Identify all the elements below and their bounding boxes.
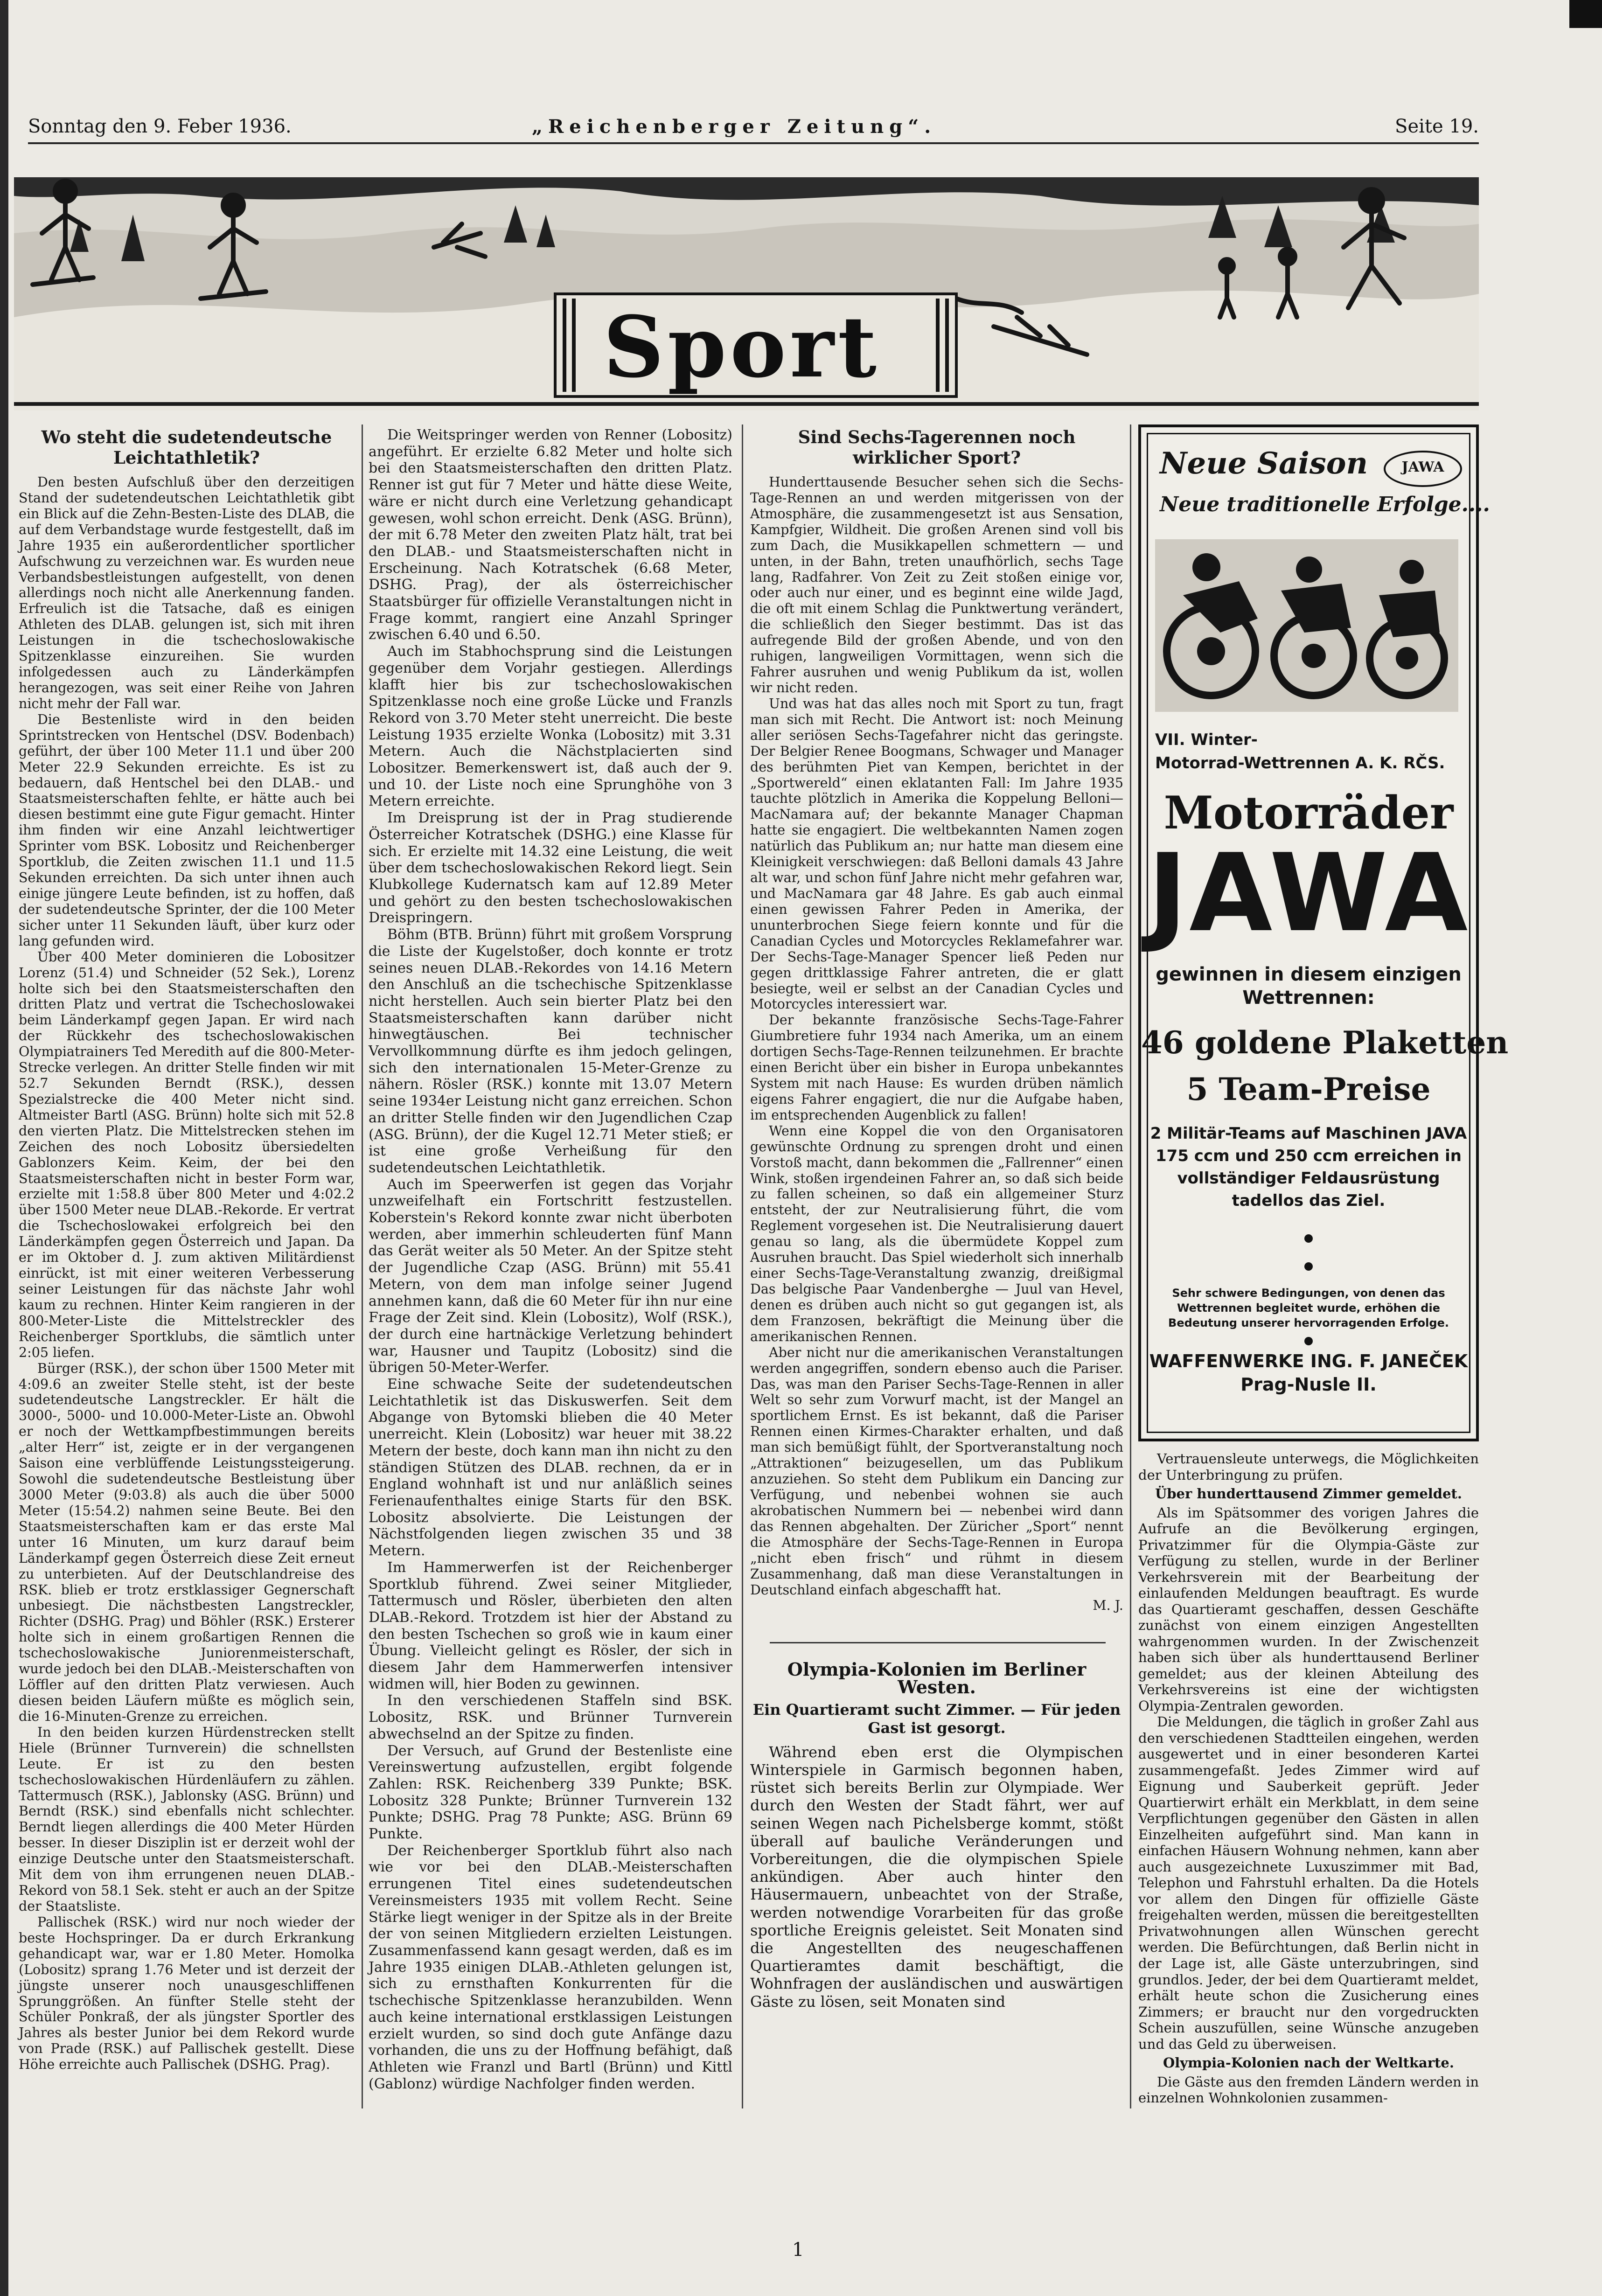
article-paragraph: Als im Spätsommer des vorigen Jahres die Aufrufe an die Bevölkerung ergingen, Privatzimmer für die Olympia-Gäste zur Verfügung zu stellen, wurde in der Berliner Verkehrsverein mit der Bearbeitung der einlaufenden Meldungen beauftragt. Es wurde das Quartieramt geschaffen, dessen Geschäfte zunächst von einem einzigen Angestellten wahrgenommen wurden. In der Zwischenzeit haben sich über als hunderttausend Berliner gemeldet; aus der kleinen Abteilung des Verkehrsvereins ist eine der wichtigsten Olympia-Zentralen geworden. [1138, 1504, 1479, 1714]
article-deck: Ein Quartieramt sucht Zimmer. — Für jeden Gast ist gesorgt. [752, 1701, 1121, 1737]
article-paragraph: Hunderttausende Besucher sehen sich die Sechs-Tage-Rennen an und werden mitgerissen von der Atmosphäre, die zusammengesetzt ist aus Sensation, Kampfgier, Wildheit. Die großen Arenen sind voll bis zum Dach, die Musikkapellen schmettern — und unten, in der Bahn, treten unaufhörlich, sechs Tage lang, Radfahrer. Von Zeit zu Zeit stoßen einige vor, oder auch nur einer, und es beginnt eine wilde Jagd, die oft mit einem Schlag die Punktwertung verändert, die schließlich den Sieger bestimmt. Das ist das aufregende Bild der großen Abende, und von den ruhigen, langweiligen Vormittagen, wenn sich die Fahrer ausruhen und wenig Publikum da ist, wollen wir nicht reden. [750, 474, 1123, 696]
article-paragraph: Im Dreisprung ist der in Prag studierende Österreicher Kotratschek (DSHG.) eine Klasse für sich. Er erzielte mit 14.32 eine Leistung, die weit über dem tschechoslowakischen Rekord liegt. Sein Klubkollege Kudernatsch kam auf 12.89 Meter und gehört zu den besten tschechoslowakischen Dreispringern. [369, 810, 732, 926]
article-headline: Sind Sechs-Tagerennen noch wirklicher Sport? [798, 427, 1076, 468]
article-headline: Wo steht die sudetendeutsche Leichtathletik? [41, 427, 332, 468]
article-olympia-continued [1138, 1451, 1479, 2106]
article-paragraph: Die Bestenliste wird in den beiden Sprintstrecken von Hentschel (DSV. Bodenbach) geführt, der über 100 Meter 11.1 und über 200 Meter 22.9 Sekunden erreichte. Es ist zu bedauern, daß Hentschel bei den DLAB.- und Staatsmeisterschaften fehlte, er hätte auch bei diesen bestimmt eine gute Figur gemacht. Hinter ihm finden wir eine Anzahl leichtwertiger Sprinter vom BSK. Lobositz und Reichenberger Sportklub, die Zeiten zwischen 11.1 und 11.5 Sekunden erreichten. Da sich unter ihnen auch einige jüngere Leute befinden, ist zu hoffen, daß der sudetendeutsche Sprinter, der die 100 Meter sicher unter 11 Sekunden läuft, über kurz oder lang gefunden wird. [19, 711, 355, 949]
article-paragraph: Auch im Speerwerfen ist gegen das Vorjahr unzweifelhaft ein Fortschritt festzustellen. Koberstein's Rekord konnte zwar nicht überboten werden, aber immerhin schleuderten fünf Mann das Gerät weiter als 50 Meter. An der Spitze steht der Jugendliche Czap (ASG. Brünn) mit 55.41 Metern, von dem man infolge seiner Jugend annehmen kann, daß die 60 Meter für ihn nur eine Frage der Zeit sind. Klein (Lobositz), Wolf (RSK.), der durch eine hartnäckige Verletzung behindert war, Hausner und Taupitz (Lobositz) sind die übrigen 50-Meter-Werfer. [369, 1176, 732, 1376]
article-paragraph: Die Gäste aus den fremden Ländern werden in einzelnen Wohnkolonien zusammen- [1138, 2073, 1479, 2106]
ad-gewinnen-line2: Wettrennen: [1242, 987, 1375, 1009]
footer-mark: 1 [792, 2239, 804, 2261]
article-paragraph: In den verschiedenen Staffeln sind BSK. Lobositz, RSK. und Brünner Turnverein abwechselnd an der Spitze zu finden. [369, 1692, 732, 1742]
article-leichtathletik-part2 [369, 427, 732, 2092]
article-paragraph: Pallischek (RSK.) wird nur noch wieder der beste Hochspringer. Da er durch Erkrankung gehandicapt war, war er 1.80 Meter. Homolka (Lobositz) sprang 1.76 Meter und ist derzeit der jüngste unserer noch unausgeschliffenen Sprunggrößen. An fünfter Stelle steht der Schüler Ponkraß, der als jüngster Sportler des Jahres als bester Junior bei dem Rekord wurde von Prade (RSK.) auf Pallischek gestellt. Diese Höhe erreichte auch Pallischek (DSHG. Prag). [19, 1914, 355, 2073]
ad-neue-saison: Neue Saison [1160, 446, 1368, 481]
header-rule [28, 142, 1479, 144]
article-paragraph: Die Meldungen, die täglich in großer Zahl aus den verschiedenen Stadtteilen eingehen, werden ausgewertet und in einer besonderen Kartei zusammengefaßt. Jedes Zimmer wird auf Eignung und Sauberkeit geprüft. Jeder Quartierwirt erhält ein Merkblatt, in dem seine Verpflichtungen gegenüber den Gästen in allen Einzelheiten aufgeführt sind. Man kann in einfachen Häusern Wohnung nehmen, kann aber auch ausgezeichnete Luxuszimmer mit Bad, Telephon und Fahrstuhl erhalten. Da die Hotels vor allem den Dingen für offizielle Gäste freigehalten werden, müssen die bereitgestellten Privatwohnungen allen Wünschen gerecht werden. Die Befürchtungen, daß Berlin nicht in der Lage ist, alle Gäste unterzubringen, sind grundlos. Jeder, der bei dem Quartieramt meldet, erhält heute schon die Zusicherung eines Zimmers; er braucht nur den vorgedruckten Schein auszufüllen, seine Wünsche anzugeben und das Geld zu überweisen. [1138, 1714, 1479, 2052]
article-paragraph: Vertrauensleute unterwegs, die Möglichkeiten der Unterbringung zu prüfen. [1138, 1451, 1479, 1483]
column-rule [1130, 424, 1131, 2108]
scan-corner [1569, 0, 1602, 28]
article-paragraph: Den besten Aufschluß über den derzeitigen Stand der sudetendeutschen Leichtathletik gibt ein Blick auf die Zehn-Besten-Liste des DLAB, die auf dem Verbandstage wurde festgestellt, daß im Jahre 1935 ein außerordentlicher sportlicher Aufschwung zu verzeichnen war. Es wurden neue Verbandsbestleistungen aufgestellt, von denen allerdings noch nicht alle Anerkennung fanden. Erfreulich ist die Tatsache, daß es einigen Athleten des DLAB. gelungen ist, sich mit ihren Leistungen in die tschechoslowakische Spitzenklasse einzureihen. Sie wurden infolgedessen auch zu Länderkämpfen herangezogen, was seit einer Reihe von Jahren nicht mehr der Fall war. [19, 474, 355, 711]
article-paragraph: Über 400 Meter dominieren die Lobositzer Lorenz (51.4) und Schneider (52 Sek.), Lorenz holte sich bei den Staatsmeisterschaften den dritten Platz und vertrat die Tschechoslowakei beim Länderkampf gegen Japan. Er wird nach der Rückkehr des tschechoslowakischen Olympiatrainers Ted Meredith auf die 800-Meter-Strecke verlegen. An dritter Stelle finden wir mit 52.7 Sekunden Berndt (RSK.), dessen Spezialstrecke die 400 Meter nicht sind. Altmeister Bartl (ASG. Brünn) holte sich mit 52.8 den vierten Platz. Die Mittelstrecken stehen im Zeichen des noch Lobositz übersiedelten Gablonzers Keim. Keim, der bei den Staatsmeisterschaften nicht in bester Form war, erzielte mit 1:58.8 über 800 Meter und 4:02.2 über 1500 Meter neue DLAB.-Rekorde. Er vertrat die Tschechoslowakei erfolgreich bei den Länderkämpfen gegen Österreich und Japan. Da er im Oktober d. J. zum aktiven Militärdienst einrückt, ist mit einer weiteren Verbesserung seiner Leistungen für das nächste Jahr wohl kaum zu rechnen. Hinter Keim rangieren in der 800-Meter-Liste die Mittelstreckler des Reichenberger Sportklubs, die sämtlich unter 2:05 liefen. [19, 949, 355, 1360]
running-head [28, 111, 1479, 144]
ad-company-address: Prag-Nusle II. [1240, 1374, 1377, 1395]
ad-jawa-wordmark: JAWA [1147, 831, 1470, 956]
ad-event-line2: Motorrad-Wettrennen A. K. RČS. [1155, 754, 1445, 772]
article-paragraph: Bürger (RSK.), der schon über 1500 Meter mit 4:09.6 an zweiter Stelle steht, ist der beste sudetendeutsche Langstreckler. Er hält die 3000-, 5000- und 10.000-Meter-Liste an. Obwohl er noch der Wettkampfbestimmungen bereits „alter Herr“ ist, zeigte er in der vergangenen Saison eine verblüffende Leistungssteigerung. Sowohl die sudetendeutsche Bestleistung über 3000 Meter (9:03.8) als auch die über 5000 Meter (15:54.2) nahmen seine Beute. Bei den Staatsmeisterschaften kam er das erste Mal unter 16 Minuten, um kurz darauf beim Länderkampf gegen Österreich diese Zeit erneut zu unterbieten. Auf der Deutschlandreise des RSK. blieb er trotz erstklassiger Gegnerschaft unbesiegt. Die nächstbesten Langstreckler, Richter (DSHG. Prag) und Böhler (RSK.) Ersterer holte sich in einem großartigen Rennen die tschechoslowakische Juniorenmeisterschaft, wurde jedoch bei den DLAB.-Meisterschaften von Löffler auf den dritten Platz verwiesen. Auch diesen beiden Läufern müßte es möglich sein, die 16-Minuten-Grenze zu erreichen. [19, 1360, 355, 1724]
article-paragraph: Böhm (BTB. Brünn) führt mit großem Vorsprung die Liste der Kugelstoßer, doch konnte er trotz seines neuen DLAB.-Rekordes von 14.16 Metern den Anschluß an die tschechische Spitzenklasse nicht herstellen. Auch sein bierter Platz bei den Staatsmeisterschaften kann darüber nicht hinwegtäuschen. Bei technischer Vervollkommnung dürfte es ihm jedoch gelingen, sich den internationalen 15-Meter-Grenze zu nähern. Rösler (RSK.) konnte mit 13.07 Metern seine 1934er Leistung nicht ganz erreichen. Schon an dritter Stelle finden wir den Jugendlichen Czap (ASG. Brünn), der die Kugel 12.71 Meter stieß; er ist eine große Verheißung für den sudetendeutschen Leichtathletik. [369, 926, 732, 1176]
page-number: Seite 19. [1395, 116, 1479, 137]
article-paragraph: Der Versuch, auf Grund der Bestenliste eine Vereinswertung aufzustellen, ergibt folgende Zahlen: RSK. Reichenberg 339 Punkte; BSK. Lobositz 328 Punkte; Brünner Turnverein 132 Punkte; DSHG. Prag 78 Punkte; ASG. Brünn 69 Punkte. [369, 1742, 732, 1843]
article-paragraph: In den beiden kurzen Hürdenstrecken stellt Hiele (Brünner Turnverein) die schnellsten Leute. Er ist zu den besten tschechoslowakischen Hürdenläufern zu zählen. Tattermusch (RSK.), Jablonsky (ASG. Brünn) und Berndt (RSK.) sind ebenfalls nicht schlechter. Berndt liegen allerdings die 400 Meter Hürden besser. In dieser Disziplin ist er derzeit wohl der einzige Deutsche unter den Staatsmeisterschaft. Mit dem von ihm errungenen neuen DLAB.-Rekord von 58.1 Sek. steht er auch an der Spitze der Staatsliste. [19, 1724, 355, 1914]
article-separator [770, 1642, 1106, 1643]
article-signature: M. J. [1093, 1598, 1123, 1614]
article-paragraph: Der Reichenberger Sportklub führt also nach wie vor bei den DLAB.-Meisterschaften errungenen Titel eines sudetendeutschen Vereinsmeisters 1935 mit vollem Recht. Seine Stärke liegt weniger in der Spitze als in der Breite der von seinen Mitgliedern erzielten Leistungen. Zusammenfassend kann gesagt werden, daß es im Jahre 1935 einigen DLAB.-Athleten gelungen ist, sich zu ernsthaften Konkurrenten für die tschechische Spitzenklasse heranzubilden. Wenn auch keine international erstklassigen Leistungen erzielt wurden, so sind doch gute Anfänge dazu vorhanden, die uns zu der Hoffnung befähigt, daß Athleten wie Franzl und Bartl (Brünn) und Kittl (Gablonz) würdige Nachfolger finden werden. [369, 1842, 732, 2092]
article-paragraph: Wenn eine Koppel die von den Organisatoren gewünschte Ordnung zu sprengen droht und einen Vorstoß macht, dann bekommen die „Fallrenner“ einen Wink, stoßen irgendeinen Fahrer an, so daß sich beide zu fallen scheinen, so daß ein allgemeiner Sturz entsteht, der zur Neutralisierung führt, die vom Reglement vorgesehen ist. Die Neutralisierung dauert genau so lang, als die übermüdete Koppel zum Ausruhen braucht. Das Spiel wiederholt sich innerhalb einer Sechs-Tage-Veranstaltung zwanzig, dreißigmal Das belgische Paar Vandenberghe — Juul van Hevel, denen es drüben auch nicht so gut gegangen ist, als dem Franzosen, bekräftigt die Meinung über die amerikanischen Rennen. [750, 1123, 1123, 1344]
bullet-dot-icon [1304, 1234, 1313, 1243]
ad-body-text: 2 Militär-Teams auf Maschinen JAVA 175 ccm und 250 ccm erreichen in vollständiger Feldausrüstung tadellos das Ziel. [1150, 1124, 1467, 1210]
bullet-dot-icon [1304, 1262, 1313, 1271]
article-paragraph: Eine schwache Seite der sudetendeutschen Leichtathletik ist das Diskuswerfen. Seit dem Abgange von Bytomski blieben die 40 Meter unerreicht. Klein (Lobositz) war heuer mit 38.22 Metern der beste, doch kann man ihn nicht zu den ständigen Stützen des DLAB. rechnen, da er in England wohnhaft ist und nur anläßlich seines Ferienaufenthaltes einige Starts für den BSK. Lobositz absolvierte. Die Leistungen der Nächstfolgenden liegen zwischen 35 und 38 Metern. [369, 1376, 732, 1559]
article-olympia-kolonien [750, 1661, 1123, 2011]
ad-motorraeder: Motorräder [1163, 786, 1454, 839]
issue-date: Sonntag den 9. Feber 1936. [28, 116, 292, 137]
ad-event-line1: VII. Winter- [1155, 731, 1258, 749]
article-leichtathletik-part1 [19, 427, 355, 2073]
article-subheading: Olympia-Kolonien nach der Weltkarte. [1163, 2055, 1454, 2071]
ad-plaketten: 46 goldene Plaketten [1141, 1024, 1509, 1061]
ad-company: WAFFENWERKE ING. F. JANEČEK [1149, 1351, 1468, 1371]
scan-edge [0, 0, 8, 2296]
article-paragraph: Die Weitspringer werden von Renner (Lobositz) angeführt. Er erzielte 6.82 Meter und holte sich bei den Staatsmeisterschaften den dritten Platz. Renner ist gut für 7 Meter und hätte diese Weite, wäre er nicht durch eine Verletzung gehandicapt gewesen, wohl schon erreicht. Denk (ASG. Brünn), der mit 6.78 Meter den zweiten Platz hält, trat bei den DLAB.- und Staatsmeisterschaften nicht in Erscheinung. Nach Kotratschek (6.68 Meter, DSHG. Prag), der als österreichischer Staatsbürger für offizielle Veranstaltungen nicht in Frage kommt, rangiert eine Anzahl Springer zwischen 6.40 und 6.50. [369, 427, 732, 643]
section-title: Sport [603, 298, 880, 397]
article-paragraph: Und was hat das alles noch mit Sport zu tun, fragt man sich mit Recht. Die Antwort ist: noch Meinung aller seriösen Sechs-Tagefahrer nicht das geringste. Der Belgier Renee Boogmans, Schwager und Manager des berühmten Piet van Kempen, berichtet in der „Sportwereld“ einen eklatanten Fall: Im Jahre 1935 tauchte plötzlich in Amerika die Koppelung Belloni—MacNamara auf; der bekannte Manager Chapman hatte sie engagiert. Die weltbekannten Namen zogen natürlich das Publikum an; nur hatte man diesem eine Kleinigkeit verschwiegen: daß Belloni damals 43 Jahre alt war, und schon fünf Jahre nicht mehr gefahren war, und MacNamara gar 48 Jahre. Es gab auch einmal einen gewissen Fahrer Peden in Amerika, der ununterbrochen Siege feiern konnte und für die Canadian Cycles und Motorcycles Reklamefahrer war. Der Sechs-Tage-Manager Spencer ließ Peden nur gegen drittklassige Fahrer antreten, die er glatt besiegte, weil er selbst an der Canadian Cycles und Motorcycles interessiert war. [750, 696, 1123, 1012]
ad-tagline: Neue traditionelle Erfolge.... [1160, 493, 1490, 516]
jawa-advertisement [1138, 424, 1509, 1441]
column-rule [742, 424, 743, 2108]
article-headline: Olympia-Kolonien im Berliner Westen. [787, 1659, 1087, 1698]
article-paragraph: Während eben erst die Olympischen Winterspiele in Garmisch begonnen haben, rüstet sich bereits Berlin zur Olympiade. Wer durch den Westen der Stadt fährt, wer auf seinen Wegen nach Pichelsberge kommt, stößt überall auf bauliche Veränderungen und Vorbereitungen, die die olympischen Spiele ankündigen. Aber auch hinter den Häusermauern, unbeachtet von der Straße, werden notwendige Vorarbeiten für das große sportliche Ereignis geleistet. Seit Monaten sind die Angestellten des neugeschaffenen Quartieramtes damit beschäftigt, die Wohnfragen der ausländischen und auswärtigen Gäste zu lösen, seit Monaten sind [750, 1743, 1123, 2011]
article-sechstagerennen [750, 427, 1123, 1614]
ad-small-print: Sehr schwere Bedingungen, von denen das Wettrennen begleitet wurde, erhöhen die Bedeutung unserer hervorragenden Erfolge. [1168, 1287, 1449, 1329]
bullet-dot-icon [1304, 1337, 1313, 1345]
article-paragraph: Der bekannte französische Sechs-Tage-Fahrer Giumbretiere fuhr 1934 nach Amerika, um an einem dortigen Sechs-Tage-Rennen teilzunehmen. Er brachte einen Bericht über ein bisher in Europa unbekanntes System mit nach Hause: Es wurden drüben nämlich eigens Fahrer engagiert, die nur die Aufgabe haben, im entsprechenden Augenblick zu fallen! [750, 1012, 1123, 1123]
article-paragraph: Im Hammerwerfen ist der Reichenberger Sportklub führend. Zwei seiner Mitglieder, Tattermusch und Rösler, überbieten den alten DLAB.-Rekord. Trotzdem ist hier der Abstand zu den besten Tschechen so groß wie in kaum einer Übung. Vielleicht gelingt es Rösler, der sich in diesem Jahr dem Hammerwerfen intensiver widmen will, hier Boden zu gewinnen. [369, 1559, 732, 1692]
ad-team-preise: 5 Team-Preise [1186, 1071, 1431, 1107]
banner-base-rule [14, 402, 1479, 406]
newspaper-name: „Reichenberger Zeitung“. [532, 116, 937, 138]
article-subheading: Über hunderttausend Zimmer gemeldet. [1155, 1486, 1463, 1502]
column-rule [362, 424, 363, 2108]
jawa-logo-badge: JAWA [1384, 451, 1462, 487]
article-paragraph: Aber nicht nur die amerikanischen Veranstaltungen werden angegriffen, sondern ebenso auch die Pariser. Das, was man den Pariser Sechs-Tage-Rennen in aller Welt so sehr zum Vorwurf macht, ist der Mangel an sportlichem Ernst. Es ist bekannt, daß die Pariser Rennen einen Kirmes-Charakter erhalten, und daß man sich bemüßigt fühlt, der Sportveranstaltung noch „Attraktionen“ beizugesellen, um das Publikum anzuziehen. So steht dem Publikum ein Dancing zur Verfügung, und nebenbei wohnen sie auch akrobatischen Nummern bei — nebenbei wird dann das Rennen abgehalten. Der Züricher „Sport“ nennt die Atmosphäre der Sechs-Tage-Rennen in Europa „nicht eben frisch“ und rühmt in diesem Zusammenhang, daß man diese Veranstaltungen in Deutschland einfach abgeschafft hat. [750, 1344, 1123, 1598]
ad-gewinnen-line1: gewinnen in diesem einzigen [1156, 964, 1462, 985]
motorcycle-riders-illustration [1155, 539, 1458, 712]
article-paragraph: Auch im Stabhochsprung sind die Leistungen gegenüber dem Vorjahr gestiegen. Allerdings klafft hier bis zur tschechoslowakischen Spitzenklasse noch eine große Lücke und Franzls Rekord von 3.70 Meter steht unerreicht. Die beste Leistung 1935 erzielte Wonka (Lobositz) mit 3.31 Metern. Auch die Nächstplacierten sind Lobositzer. Bemerkenswert ist, daß auch der 9. und 10. der Liste noch eine Sprunghöhe von 3 Metern erreichte. [369, 643, 732, 810]
